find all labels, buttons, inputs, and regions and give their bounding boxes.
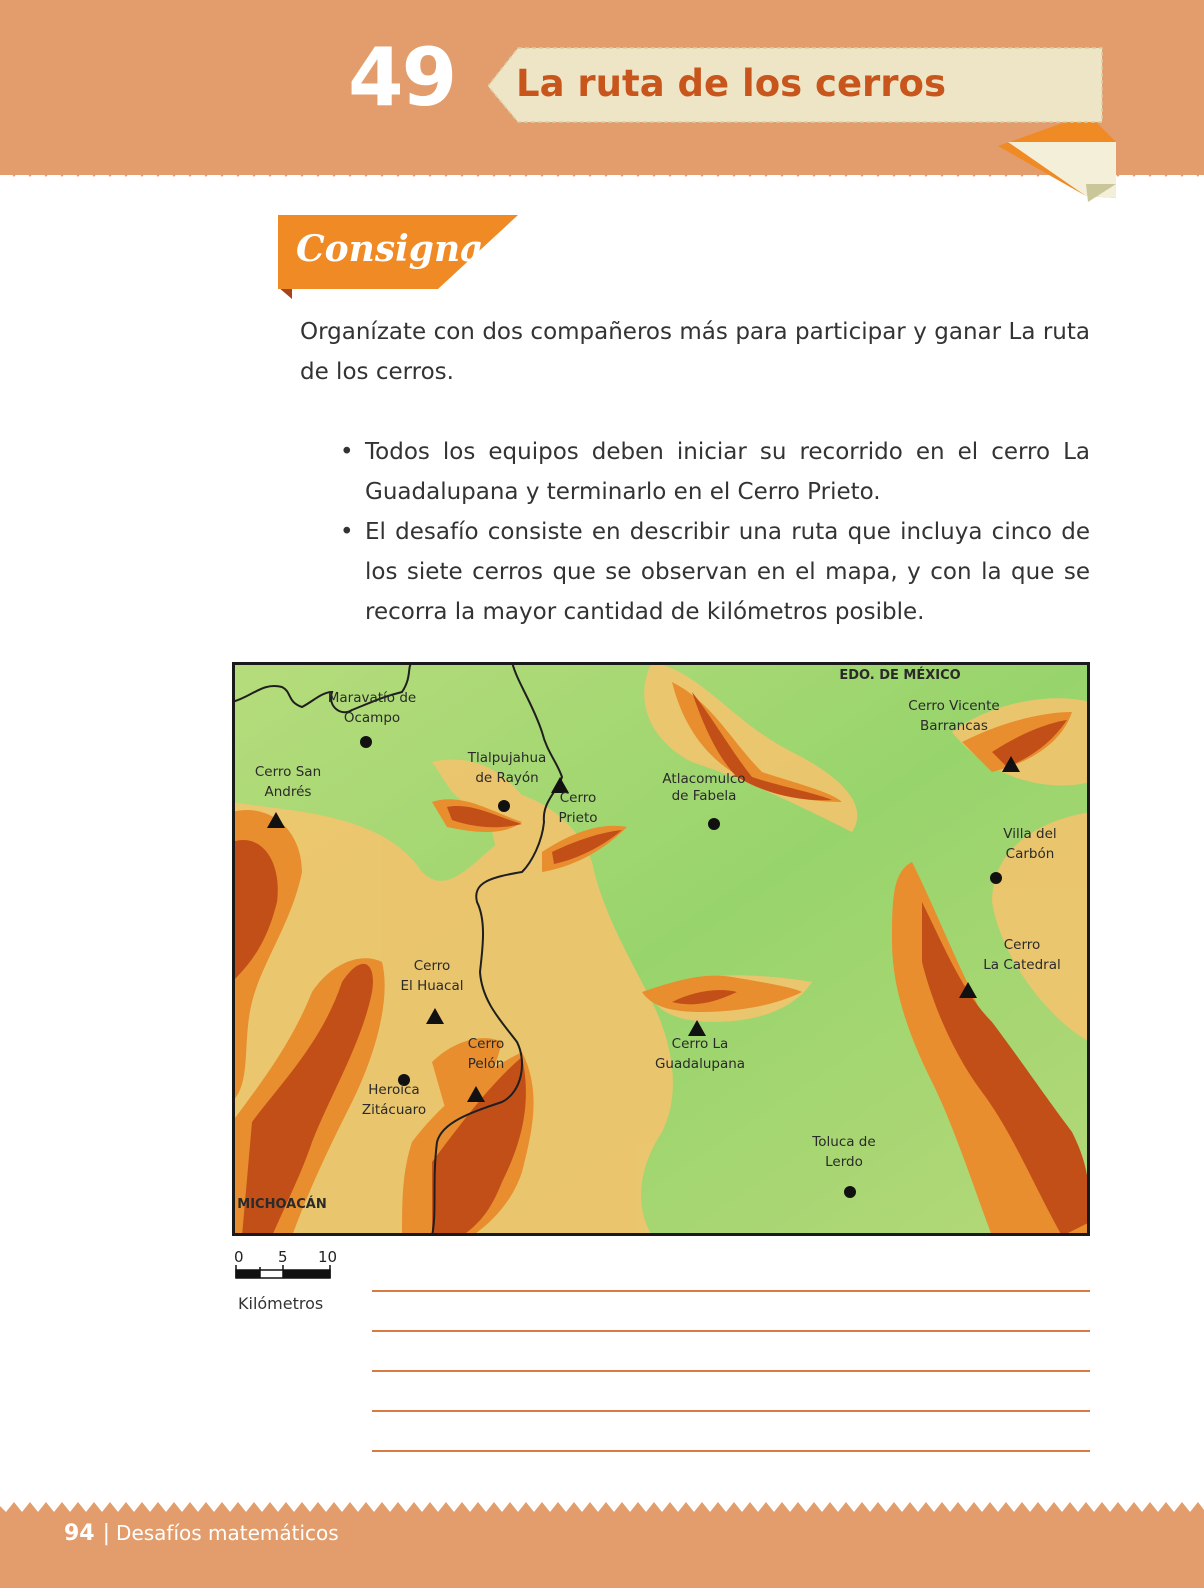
- answer-lines: [372, 1290, 1090, 1490]
- instruction-text: Organízate con dos compañeros más para participar y ganar La ruta de los cerros.: [300, 319, 1090, 385]
- town-label-toluca: Lerdo: [825, 1154, 863, 1170]
- answer-line[interactable]: [372, 1450, 1090, 1452]
- hill-label-catedral: La Catedral: [983, 957, 1061, 973]
- hill-label-guadalupana: Guadalupana: [654, 1056, 746, 1072]
- map-scale-bar: [234, 1248, 346, 1288]
- hill-label-san-andres: Cerro San: [254, 764, 322, 780]
- answer-line[interactable]: [372, 1290, 1090, 1292]
- lesson-title: La ruta de los cerros: [516, 62, 946, 105]
- rules-list: [340, 432, 1090, 632]
- town-label-maravatio: Ocampo: [343, 710, 401, 726]
- town-label-tlalpujahua: Tlalpujahua: [467, 750, 547, 766]
- relief-map: [232, 662, 1090, 1236]
- rule-item: • El desafío consiste en describir una ruta que incluya cinco de los siete cerros que se observan en el mapa, y con la que se recorra la mayor cantidad de kilómetros posible.: [340, 512, 1090, 632]
- hill-label-pelon: Pelón: [467, 1056, 505, 1072]
- page-number: 94: [64, 1521, 95, 1546]
- hill-label-vicente: Barrancas: [920, 718, 988, 734]
- hill-label-prieto: Prieto: [558, 810, 598, 826]
- town-dot-atlacomulco: [708, 818, 720, 830]
- town-label-villa: Carbón: [1005, 846, 1055, 862]
- hill-label-huacal: Cerro: [413, 958, 451, 974]
- scale-tick-5: 5: [278, 1248, 288, 1266]
- scale-tick-0: 0: [234, 1248, 244, 1266]
- town-label-atlacomulco: de Fabela: [671, 788, 737, 804]
- footer-separator: |: [102, 1521, 111, 1546]
- town-dot-villa-del-carbon: [990, 872, 1002, 884]
- hill-label-catedral: Cerro: [1003, 937, 1041, 953]
- town-dot-tlalpujahua: [498, 800, 510, 812]
- hill-label-pelon: Cerro: [467, 1036, 505, 1052]
- answer-line[interactable]: [372, 1370, 1090, 1372]
- hill-label-san-andres: Andrés: [264, 784, 312, 800]
- region-label-michoacan: MICHOACÁN: [237, 1197, 327, 1212]
- town-label-toluca: Toluca de: [812, 1134, 876, 1150]
- town-dot-maravatio: [360, 736, 372, 748]
- lesson-number: 49: [348, 31, 456, 124]
- hill-label-vicente: Cerro Vicente: [908, 698, 1000, 714]
- scale-unit-label: Kilómetros: [238, 1294, 324, 1313]
- hill-label-guadalupana: Cerro La: [671, 1036, 729, 1052]
- rule-item: • Todos los equipos deben iniciar su recorrido en el cerro La Guadalupana y terminarlo en el Cerro Prieto.: [340, 432, 1090, 512]
- book-title: Desafíos matemáticos: [116, 1521, 339, 1545]
- answer-line[interactable]: [372, 1330, 1090, 1332]
- hill-label-prieto: Cerro: [559, 790, 597, 806]
- answer-line[interactable]: [372, 1410, 1090, 1412]
- town-label-maravatio: Maravatío de: [327, 690, 417, 706]
- town-label-atlacomulco: Atlacomulco: [662, 771, 746, 787]
- town-label-zitacuaro: Heroica: [368, 1082, 420, 1098]
- consigna-label: Consigna: [296, 228, 484, 270]
- town-label-tlalpujahua: de Rayón: [475, 770, 539, 786]
- scale-tick-10: 10: [318, 1248, 338, 1266]
- hill-label-huacal: El Huacal: [400, 978, 464, 994]
- town-label-villa: Villa del: [1003, 826, 1057, 842]
- region-label-edomex: EDO. DE MÉXICO: [839, 668, 961, 683]
- town-dot-toluca: [844, 1186, 856, 1198]
- footer: [64, 1523, 339, 1545]
- town-label-zitacuaro: Zitácuaro: [361, 1102, 427, 1118]
